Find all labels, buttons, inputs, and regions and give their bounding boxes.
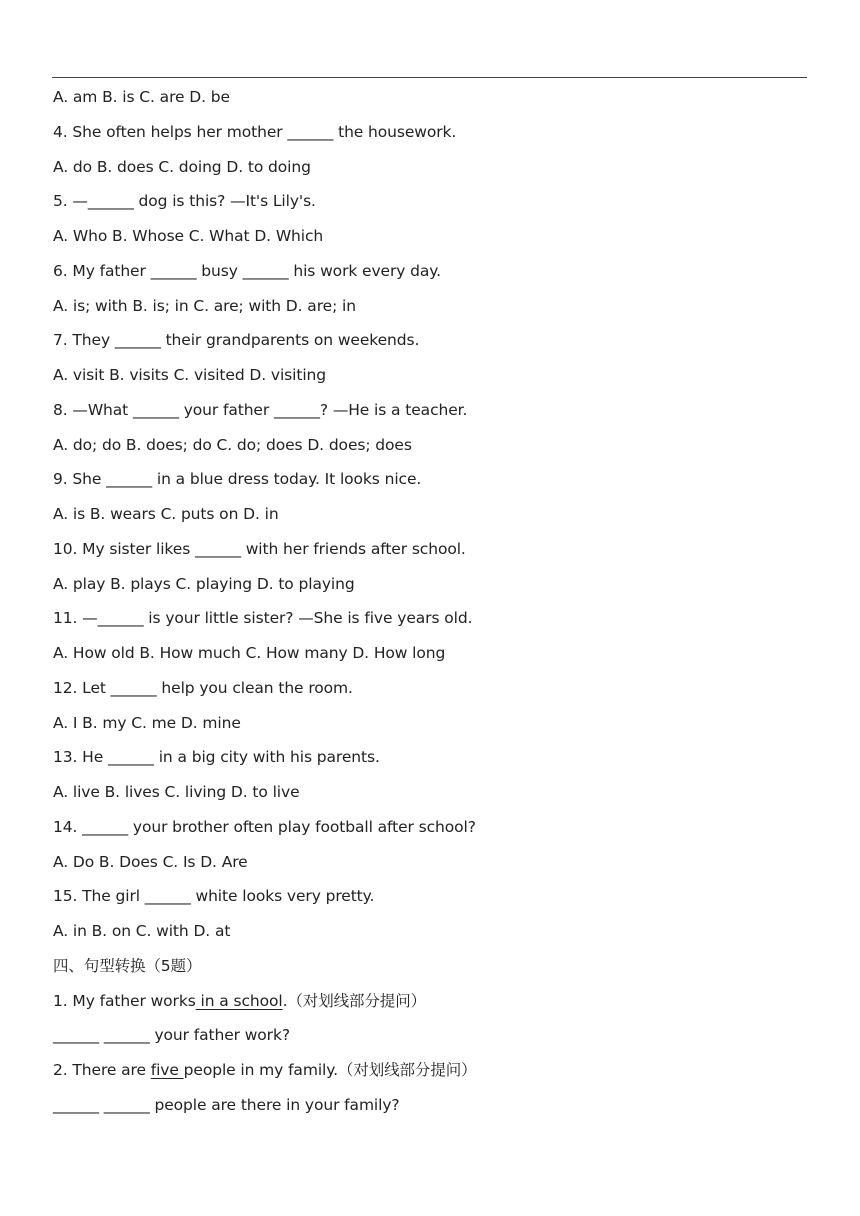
question-11: 11. —______ is your little sister? —She is five years old.: [53, 609, 473, 628]
question-14: 14. ______ your brother often play football after school?: [53, 817, 476, 836]
transform-q2-instruction: people in my family.（对划线部分提问）: [183, 1061, 477, 1079]
transform-q1-underlined: in a school: [195, 991, 283, 1010]
options-q12: A. I B. my C. me D. mine: [53, 713, 241, 732]
options-q7: A. visit B. visits C. visited D. visiting: [53, 366, 326, 384]
options-q10: A. play B. plays C. playing D. to playing: [53, 574, 355, 593]
question-13: 13. He ______ in a big city with his parents.: [53, 748, 380, 767]
question-8: 8. —What ______ your father ______? —He is a teacher.: [53, 400, 468, 419]
transform-answer-1: ______ ______ your father work?: [53, 1026, 290, 1045]
transform-question-1: [53, 990, 813, 1025]
options-q6: A. is; with B. is; in C. are; with D. are; in: [53, 296, 356, 315]
options-q8: A. do; do B. does; do C. do; does D. does; does: [53, 435, 412, 454]
question-12: 12. Let ______ help you clean the room.: [53, 678, 353, 697]
options-q14: A. Do B. Does C. Is D. Are: [53, 852, 248, 871]
question-7: 7. They ______ their grandparents on weekends.: [53, 331, 420, 350]
section-heading: 四、句型转换（5题）: [53, 956, 202, 975]
header-rule: [52, 77, 807, 78]
options-q13: A. live B. lives C. living D. to live: [53, 783, 300, 801]
question-5: 5. —______ dog is this? —It's Lily's.: [53, 192, 316, 211]
options-q3: A. am B. is C. are D. be: [53, 88, 230, 106]
question-9: 9. She ______ in a blue dress today. It looks nice.: [53, 470, 422, 489]
transform-answer-2: ______ ______ people are there in your family?: [53, 1095, 400, 1114]
question-15: 15. The girl ______ white looks very pretty.: [53, 887, 375, 906]
transform-q2-underlined: five: [150, 1061, 184, 1079]
worksheet-content: [53, 86, 813, 1129]
options-q15: A. in B. on C. with D. at: [53, 922, 231, 940]
question-10: 10. My sister likes ______ with her friends after school.: [53, 539, 466, 558]
options-q11: A. How old B. How much C. How many D. How long: [53, 644, 446, 662]
transform-q1-instruction: .（对划线部分提问）: [282, 991, 427, 1010]
transform-q1-text: 1. My father works: [53, 991, 196, 1010]
options-q4: A. do B. does C. doing D. to doing: [53, 157, 311, 176]
question-6: 6. My father ______ busy ______ his work every day.: [53, 261, 441, 280]
transform-q2-text: 2. There are: [53, 1061, 151, 1079]
options-q9: A. is B. wears C. puts on D. in: [53, 505, 279, 523]
options-q5: A. Who B. Whose C. What D. Which: [53, 227, 324, 245]
transform-question-2: [53, 1059, 813, 1094]
question-4: 4. She often helps her mother ______ the housework.: [53, 122, 457, 141]
